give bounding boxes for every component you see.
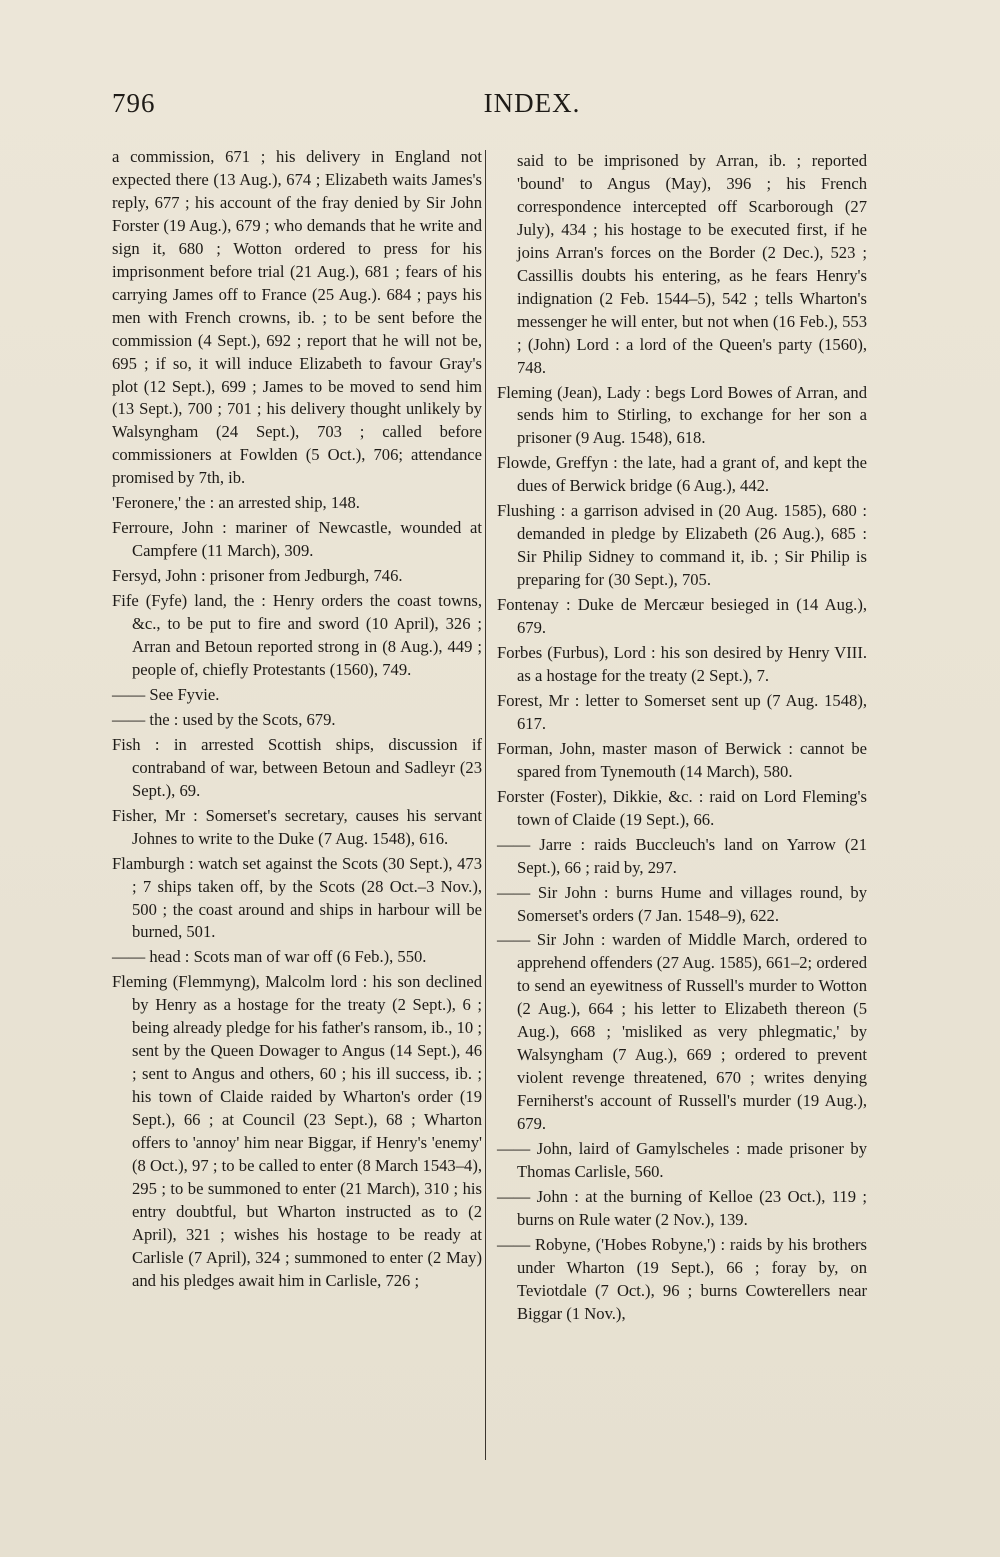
index-entry: Fleming (Jean), Lady : begs Lord Bowes of Arran, and sends him to Stirling, to exchange for her son a prisoner (9 Aug. 1548), 618. (497, 382, 867, 448)
index-subentry: —— the : used by the Scots, 679. (112, 709, 336, 729)
index-entry: Fisher, Mr : Somerset's secretary, causes his servant Johnes to write to the Duke (7 Aug. 1548), 616. (112, 805, 482, 848)
index-subentry: —— Sir John : burns Hume and villages round, by Somerset's orders (7 Jan. 1548–9), 622. (497, 882, 867, 925)
index-entry: Fife (Fyfe) land, the : Henry orders the coast towns, &c., to be put to fire and sword (10 April), 326 ; Arran and Betoun reported strong in (8 Aug.), 449 ; people of, chiefly Protestants (1560), 749. (112, 591, 482, 679)
page-number: 796 (112, 88, 156, 118)
running-title: INDEX. (483, 88, 581, 118)
right-column (497, 150, 867, 1328)
index-entry: Forest, Mr : letter to Somerset sent up (7 Aug. 1548), 617. (497, 690, 867, 733)
index-entry: Forster (Foster), Dikkie, &c. : raid on Lord Fleming's town of Claide (19 Sept.), 66. (497, 786, 867, 829)
index-entry: Fish : in arrested Scottish ships, discussion if contraband of war, between Betoun and Sadleyr (23 Sept.), 69. (112, 734, 482, 800)
running-head (112, 88, 882, 128)
index-entry: Fersyd, John : prisoner from Jedburgh, 746. (112, 566, 403, 586)
index-entry: Ferroure, John : mariner of Newcastle, wounded at Campfere (11 March), 309. (112, 518, 482, 561)
index-entry: a commission, 671 ; his delivery in England not expected there (13 Aug.), 674 ; Elizabeth waits James's reply, 677 ; his account of the fray denied by Sir John Forster (19 Aug.), 679 ; who demands that he write and sign it, 680 ; Wotton ordered to press for his imprisonment before trial (21 Aug.), 681 ; fears of his carrying James off to France (25 Aug.). 684 ; pays his men with French crowns, ib. ; to be sent before the commission (4 Sept.), 692 ; report that he will not be, 695 ; if so, it will induce Elizabeth to favour Gray's plot (12 Sept.), 699 ; James to be moved to send him (13 Sept.), 700 ; 701 ; his delivery thought unlikely by Walsyngham (24 Sept.), 703 ; called before commissioners at Fowlden (5 Oct.), 706; attendance promised by 7th, ib. (112, 147, 482, 488)
index-subentry: —— See Fyvie. (112, 684, 220, 704)
index-entry: 'Feronere,' the : an arrested ship, 148. (112, 493, 360, 513)
index-entry: Flamburgh : watch set against the Scots (30 Sept.), 473 ; 7 ships taken off, by the Scots (28 Oct.–3 Nov.), 500 ; the coast around and ships in harbour will be burned, 501. (112, 853, 482, 942)
left-column (112, 146, 482, 1295)
index-entry: Flowde, Greffyn : the late, had a grant of, and kept the dues of Berwick bridge (6 Aug.), 442. (497, 453, 867, 496)
index-entry: Forman, John, master mason of Berwick : cannot be spared from Tynemouth (14 March), 580. (497, 738, 867, 781)
index-entry: Forbes (Furbus), Lord : his son desired by Henry VIII. as a hostage for the treaty (2 Sept.), 7. (497, 643, 867, 685)
index-subentry: —— Jarre : raids Buccleuch's land on Yarrow (21 Sept.), 66 ; raid by, 297. (497, 834, 867, 877)
index-entry: Flushing : a garrison advised in (20 Aug. 1585), 680 : demanded in pledge by Elizabeth (26 Aug.), 685 : Sir Philip Sidney to command it, ib. ; Sir Philip is preparing for (30 Sept.), 705. (497, 501, 867, 590)
index-subentry: —— Robyne, ('Hobes Robyne,') : raids by his brothers under Wharton (19 Sept.), 66 ; foray by, on Teviotdale (7 Oct.), 96 ; burns Cowterellers near Biggar (1 Nov.), (497, 1234, 867, 1323)
index-subentry: —— head : Scots man of war off (6 Feb.), 550. (112, 947, 427, 967)
index-entry-continuation: said to be imprisoned by Arran, ib. ; reported 'bound' to Angus (May), 396 ; his French correspondence intercepted off Scarborough (27 July), 434 ; his hostage to be executed first, if he joins Arran's forces on the Border (2 Dec.), 523 ; Cassillis doubts his entering, as he fears Henry's indignation (2 Feb. 1544–5), 542 ; tells Wharton's messenger he will enter, but not when (16 Feb.), 553 ; (John) Lord : a lord of the Queen's party (1560), 748. (517, 151, 867, 377)
index-subentry: —— Sir John : warden of Middle March, ordered to apprehend offenders (27 Aug. 1585), 661–2; ordered to send an eyewitness of Russell's murder to Wotton (2 Aug.), 664 ; his letter to Elizabeth thereon (5 Aug.), 668 ; 'misliked as very phlegmatic,' by Walsyngham (7 Aug.), 669 ; ordered to prevent violent revenge threatened, 670 ; writes denying Ferniherst's account of Russell's murder (19 Aug.), 679. (497, 930, 867, 1134)
index-entry: Fontenay : Duke de Mercæur besieged in (14 Aug.), 679. (497, 595, 867, 638)
index-subentry: —— John : at the burning of Kelloe (23 Oct.), 119 ; burns on Rule water (2 Nov.), 139. (497, 1186, 867, 1229)
index-entry: Fleming (Flemmyng), Malcolm lord : his son declined by Henry as a hostage for the treaty (2 Sept.), 6 ; being already pledge for his father's ransom, ib., 10 ; sent by the Queen Dowager to Angus (14 Sept.), 46 ; sent to Angus and others, 60 ; his ill success, ib. ; his town of Claide raided by Wharton's order (19 Sept.), 66 ; at Council (23 Sept.), 68 ; Wharton offers to 'annoy' him near Biggar, if Henry's 'enemy' (8 Oct.), 97 ; to be called to enter (8 March 1543–4), 295 ; to be summoned to enter (21 March), 310 ; his entry doubtful, but Wharton instructed as to (2 April), 321 ; wishes his hostage to be ready at Carlisle (7 April), 324 ; summoned to enter (2 May) and his pledges await him in Carlisle, 726 ; (112, 972, 482, 1290)
column-divider (485, 150, 486, 1460)
index-subentry: —— John, laird of Gamylscheles : made prisoner by Thomas Carlisle, 560. (497, 1139, 867, 1181)
